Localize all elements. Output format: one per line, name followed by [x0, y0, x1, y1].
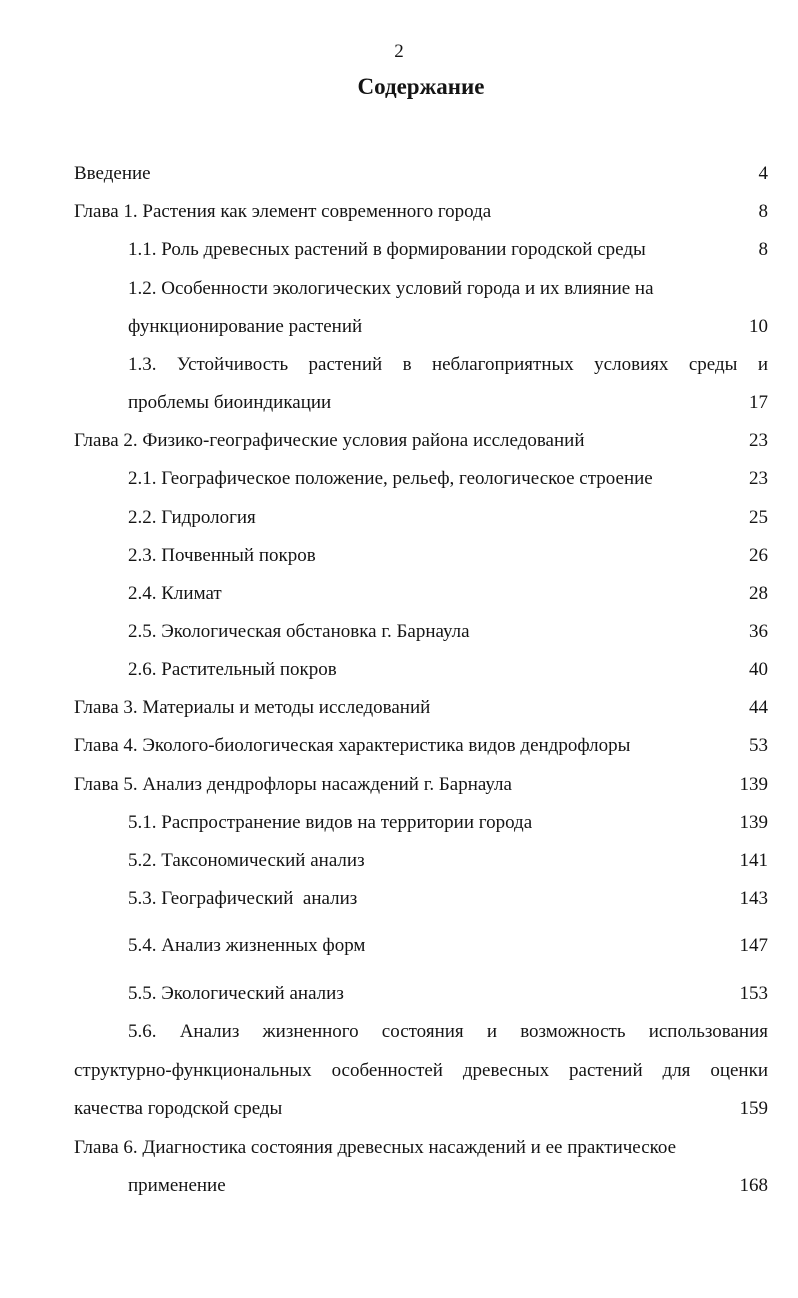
- toc-entry-page: 4: [758, 163, 768, 184]
- toc-entry-text: 1.3. Устойчивость растений в неблагоприятных условиях среды и: [128, 354, 768, 375]
- toc-entry-text: 2.2. Гидрология: [128, 507, 256, 528]
- toc-entry-page: 26: [749, 545, 768, 566]
- toc-entry-text: 2.3. Почвенный покров: [128, 545, 316, 566]
- toc-entry-page: 168: [739, 1175, 768, 1196]
- toc-entry-text: 5.2. Таксономический анализ: [128, 850, 365, 871]
- toc-entry-text: 5.1. Распространение видов на территории города: [128, 812, 533, 833]
- toc-entry-page: 147: [739, 935, 768, 956]
- toc-entry-text: Глава 4. Эколого-биологическая характеристика видов дендрофлоры: [74, 735, 631, 756]
- toc-entry-page: 44: [749, 697, 768, 718]
- toc-entry-page: 40: [749, 659, 768, 680]
- toc-entry-page: 8: [758, 201, 768, 222]
- toc-entry-text: 2.4. Климат: [128, 583, 222, 604]
- toc-entry-page: 10: [749, 316, 768, 337]
- toc-entry-text: 5.6. Анализ жизненного состояния и возможность использования: [128, 1021, 768, 1042]
- toc-entry-text: 2.5. Экологическая обстановка г. Барнаула: [128, 621, 470, 642]
- toc-entry-page: 23: [749, 430, 768, 451]
- toc-entry-text: 5.5. Экологический анализ: [128, 983, 344, 1004]
- toc-entry-page: 23: [749, 468, 768, 489]
- toc-entry-page: 17: [749, 392, 768, 413]
- toc-entry-page: 159: [739, 1098, 768, 1119]
- toc-entry-text: применение: [128, 1175, 226, 1196]
- page-title: Содержание: [357, 74, 485, 99]
- toc-entry-page: 143: [739, 888, 768, 909]
- toc-entry-text: 5.4. Анализ жизненных форм: [128, 935, 366, 956]
- toc-entry-text: 2.1. Географическое положение, рельеф, геологическое строение: [128, 468, 653, 489]
- toc-entry-page: 53: [749, 735, 768, 756]
- toc-entry-text: Глава 5. Анализ дендрофлоры насаждений г. Барнаула: [74, 774, 512, 795]
- toc-entry-text: 1.2. Особенности экологических условий города и их влияние на: [128, 278, 654, 299]
- toc-entry-page: 8: [758, 239, 768, 260]
- toc-entry-text: проблемы биоиндикации: [128, 392, 332, 413]
- page-number: 2: [394, 41, 404, 62]
- toc-entry-text: Глава 1. Растения как элемент современного города: [74, 201, 492, 222]
- toc-entry-text: Глава 3. Материалы и методы исследований: [74, 697, 431, 718]
- toc-entry-page: 36: [749, 621, 768, 642]
- toc-entry-text: 2.6. Растительный покров: [128, 659, 337, 680]
- toc-entry-text: Введение: [74, 163, 151, 184]
- toc-entry-text: 1.1. Роль древесных растений в формировании городской среды: [128, 239, 646, 260]
- toc-entry-page: 28: [749, 583, 768, 604]
- toc-entry-text: Глава 6. Диагностика состояния древесных насаждений и ее практическое: [74, 1137, 677, 1158]
- toc-entry-text: 5.3. Географический анализ: [128, 888, 358, 909]
- toc-entry-page: 139: [739, 774, 768, 795]
- toc-entry-text: структурно-функциональных особенностей древесных растений для оценки: [74, 1060, 768, 1081]
- toc-entry-page: 141: [739, 850, 768, 871]
- toc-entry-page: 25: [749, 507, 768, 528]
- toc-entry-page: 153: [739, 983, 768, 1004]
- toc-entry-text: функционирование растений: [128, 316, 363, 337]
- toc-entry-text: качества городской среды: [74, 1098, 283, 1119]
- toc-entry-page: 139: [739, 812, 768, 833]
- toc-entry-text: Глава 2. Физико-географические условия района исследований: [74, 430, 585, 451]
